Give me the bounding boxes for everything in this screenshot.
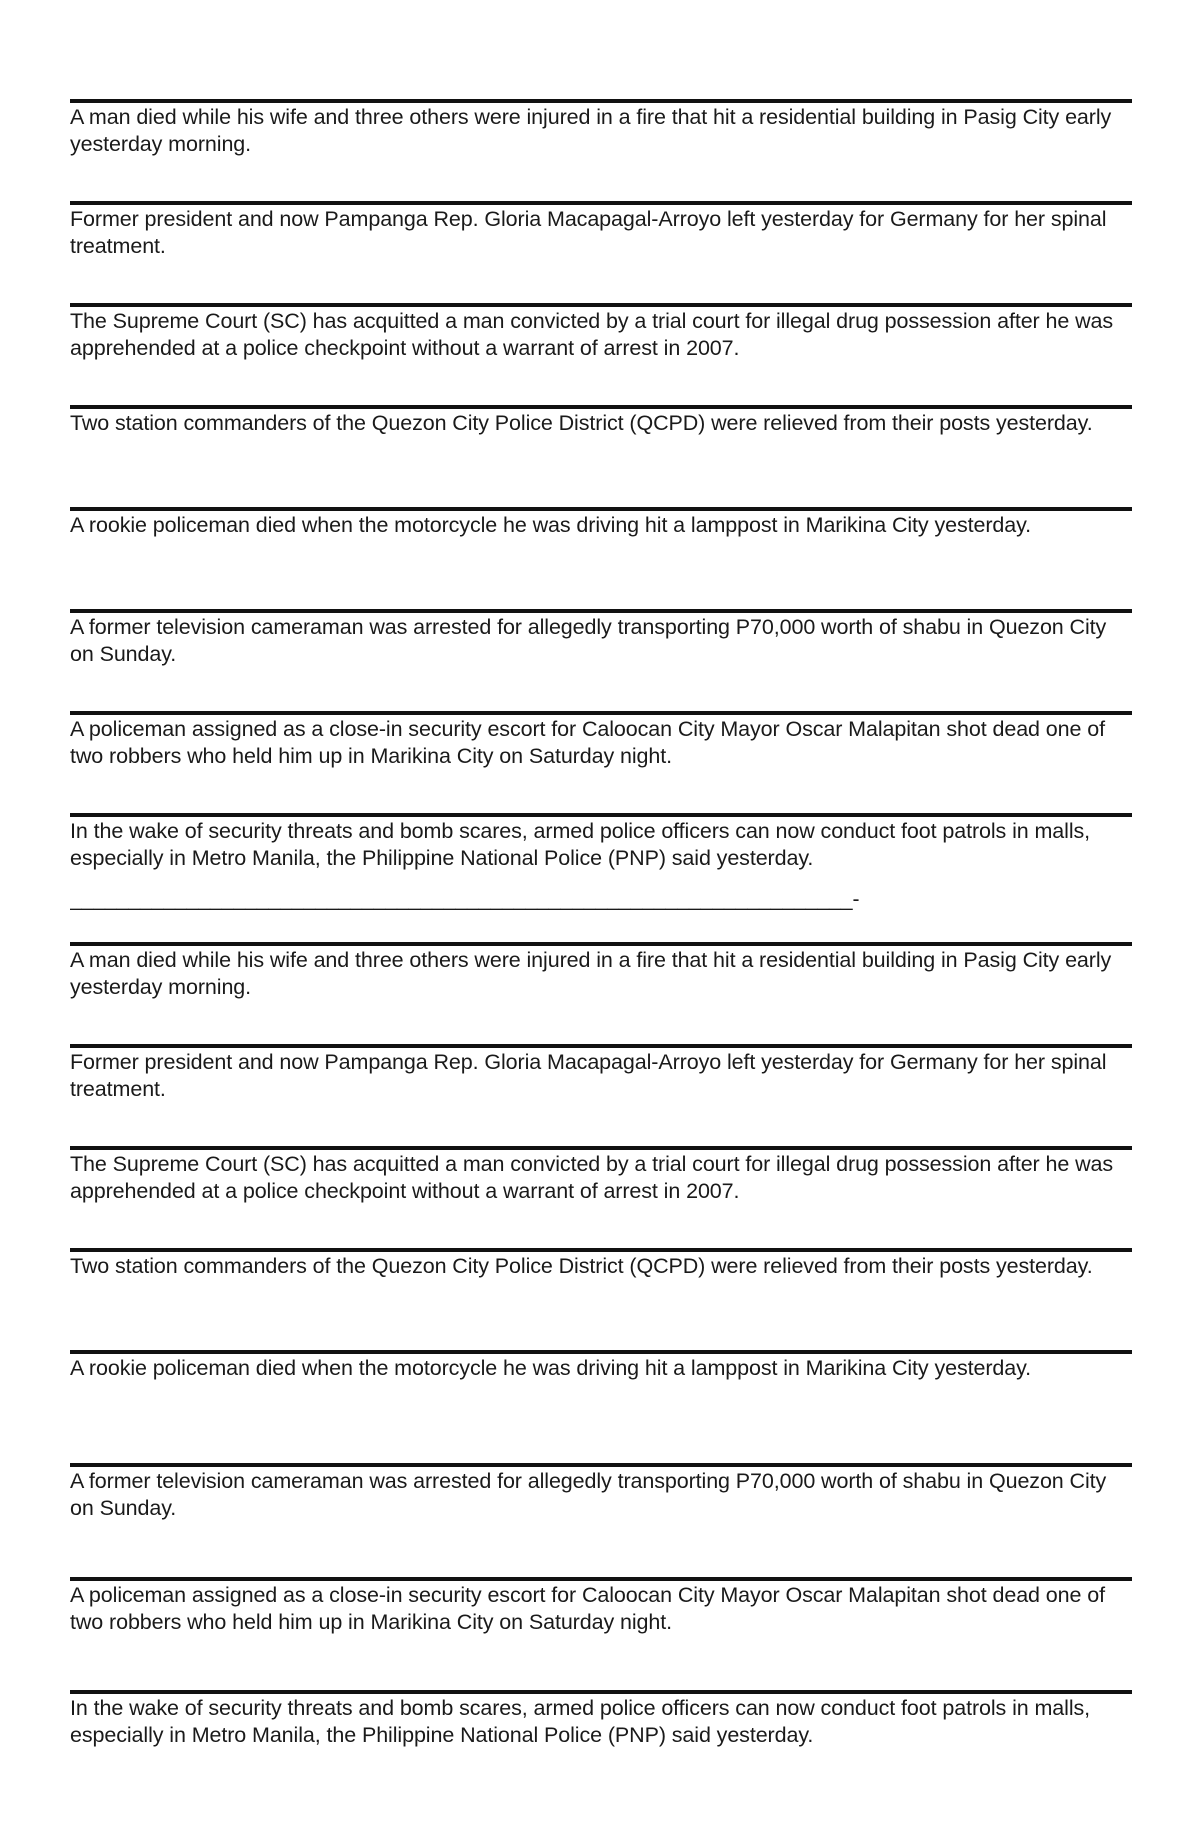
news-item [70, 405, 1132, 437]
news-text: A man died while his wife and three others were injured in a fire that hit a residential building in Pasig City early yesterday morning. [70, 948, 1112, 999]
news-text: Two station commanders of the Quezon City Police District (QCPD) were relieved from their posts yesterday. [70, 1254, 1093, 1278]
news-item [70, 711, 1132, 770]
news-item [70, 1350, 1132, 1382]
separator-line: ___________________________________________________________________- [70, 888, 860, 911]
news-text: Two station commanders of the Quezon City Police District (QCPD) were relieved from their posts yesterday. [70, 411, 1093, 435]
news-text: A man died while his wife and three others were injured in a fire that hit a residential building in Pasig City early yesterday morning. [70, 105, 1112, 156]
news-item [70, 1577, 1132, 1636]
news-item [70, 1146, 1132, 1205]
news-item [70, 609, 1132, 668]
news-item [70, 507, 1132, 539]
news-text: A former television cameraman was arrested for allegedly transporting P70,000 worth of shabu in Quezon City on Sunday. [70, 1469, 1107, 1520]
news-text: In the wake of security threats and bomb scares, armed police officers can now conduct foot patrols in malls, especially in Metro Manila, the Philippine National Police (PNP) said yesterday. [70, 1696, 1091, 1747]
news-item [70, 1463, 1132, 1522]
news-item [70, 942, 1132, 1001]
news-text: Former president and now Pampanga Rep. Gloria Macapagal-Arroyo left yesterday for Germany for her spinal treatment. [70, 207, 1107, 258]
news-item [70, 813, 1132, 872]
news-text: A rookie policeman died when the motorcycle he was driving hit a lamppost in Marikina City yesterday. [70, 1356, 1032, 1380]
news-item [70, 1044, 1132, 1103]
news-text: A rookie policeman died when the motorcycle he was driving hit a lamppost in Marikina City yesterday. [70, 513, 1032, 537]
news-text: The Supreme Court (SC) has acquitted a man convicted by a trial court for illegal drug possession after he was apprehended at a police checkpoint without a warrant of arrest in 2007. [70, 1152, 1114, 1203]
news-text: A former television cameraman was arrested for allegedly transporting P70,000 worth of shabu in Quezon City on Sunday. [70, 615, 1107, 666]
news-item [70, 201, 1132, 260]
news-text: In the wake of security threats and bomb scares, armed police officers can now conduct foot patrols in malls, especially in Metro Manila, the Philippine National Police (PNP) said yesterday. [70, 819, 1091, 870]
news-text: A policeman assigned as a close-in security escort for Caloocan City Mayor Oscar Malapitan shot dead one of two robbers who held him up in Marikina City on Saturday night. [70, 717, 1105, 768]
news-text: Former president and now Pampanga Rep. Gloria Macapagal-Arroyo left yesterday for Germany for her spinal treatment. [70, 1050, 1107, 1101]
news-item [70, 99, 1132, 158]
news-item [70, 1248, 1132, 1280]
news-item [70, 1690, 1132, 1749]
news-text: The Supreme Court (SC) has acquitted a man convicted by a trial court for illegal drug possession after he was apprehended at a police checkpoint without a warrant of arrest in 2007. [70, 309, 1114, 360]
news-text: A policeman assigned as a close-in security escort for Caloocan City Mayor Oscar Malapitan shot dead one of two robbers who held him up in Marikina City on Saturday night. [70, 1583, 1105, 1634]
news-item [70, 303, 1132, 362]
